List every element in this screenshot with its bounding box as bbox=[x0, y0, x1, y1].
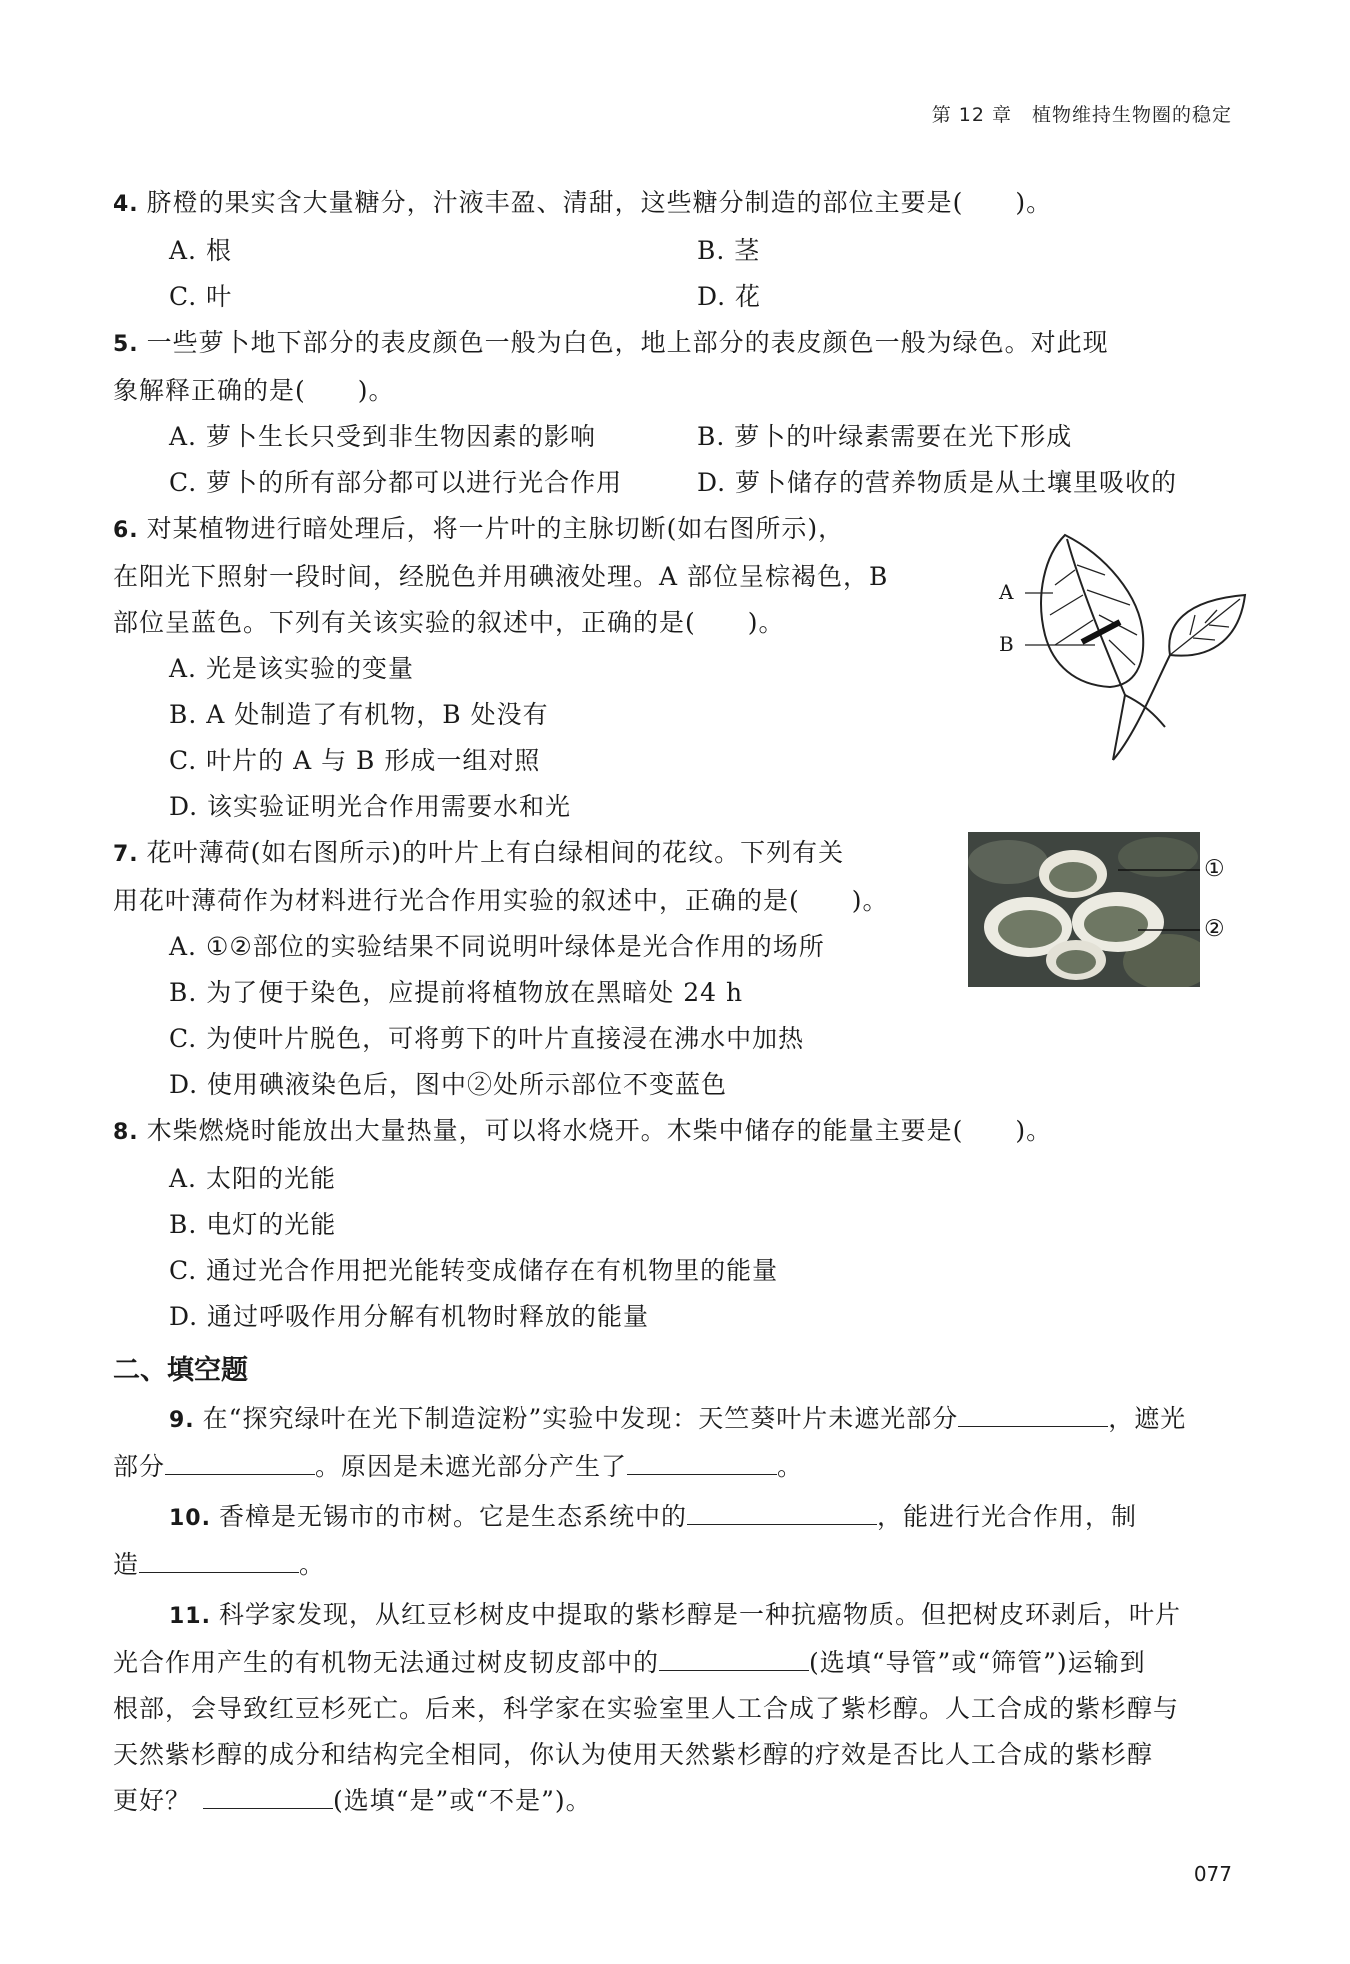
question-text: 光合作用产生的有机物无法通过树皮韧皮部中的 bbox=[113, 1648, 660, 1677]
background-leaf bbox=[968, 840, 1048, 884]
mint-photo-svg bbox=[968, 832, 1200, 987]
option-b: B. A 处制造了有机物，B 处没有 bbox=[169, 700, 549, 729]
question-8 bbox=[113, 1108, 1233, 1156]
option-c: C. 为使叶片脱色，可将剪下的叶片直接浸在沸水中加热 bbox=[169, 1024, 805, 1053]
question-stem: 一些萝卜地下部分的表皮颜色一般为白色，地上部分的表皮颜色一般为绿色。对此现 bbox=[146, 328, 1109, 357]
background-leaf bbox=[1118, 837, 1198, 877]
option-b: B. 电灯的光能 bbox=[169, 1210, 337, 1239]
question-stem: 花叶薄荷(如右图所示)的叶片上有白绿相间的花纹。下列有关 bbox=[146, 838, 845, 867]
answer-blank[interactable] bbox=[165, 1448, 315, 1475]
answer-blank[interactable] bbox=[139, 1546, 299, 1573]
options-row bbox=[113, 460, 1233, 506]
option-c: C. 叶片的 A 与 B 形成一组对照 bbox=[169, 746, 541, 775]
question-11-cont bbox=[113, 1778, 1233, 1824]
leaf-diagram-svg bbox=[995, 515, 1255, 765]
label-1: ① bbox=[1204, 856, 1225, 882]
question-number: 5. bbox=[113, 332, 139, 357]
page-content bbox=[113, 180, 1233, 1824]
option-a: A. 太阳的光能 bbox=[169, 1164, 336, 1193]
leaf-diagram bbox=[995, 515, 1255, 765]
option-c: C. 通过光合作用把光能转变成储存在有机物里的能量 bbox=[169, 1256, 779, 1285]
question-11-cont: 天然紫杉醇的成分和结构完全相同，你认为使用天然紫杉醇的疗效是否比人工合成的紫杉醇 bbox=[113, 1740, 1154, 1769]
answer-blank[interactable] bbox=[958, 1400, 1108, 1427]
question-11 bbox=[113, 1592, 1233, 1640]
option-c: C. 萝卜的所有部分都可以进行光合作用 bbox=[169, 468, 623, 497]
option-d: D. 花 bbox=[697, 282, 762, 311]
stem-branch bbox=[1113, 655, 1170, 760]
option-a: A. 根 bbox=[169, 236, 232, 265]
question-11-cont: 根部，会导致红豆杉死亡。后来，科学家在实验室里人工合成了紫杉醇。人工合成的紫杉醇与 bbox=[113, 1694, 1180, 1723]
question-text: 部分 bbox=[113, 1452, 166, 1481]
option-c: C. 叶 bbox=[169, 282, 233, 311]
question-text: ，能进行光合作用，制 bbox=[877, 1502, 1138, 1531]
question-text: (选填“是”或“不是”)。 bbox=[333, 1786, 592, 1815]
cut-mark bbox=[1082, 622, 1120, 642]
question-text: 。 bbox=[299, 1550, 326, 1579]
question-text: (选填“导管”或“筛管”)运输到 bbox=[809, 1648, 1146, 1677]
mint-leaf-center bbox=[998, 910, 1062, 948]
mint-leaf-center bbox=[1049, 862, 1097, 892]
question-5 bbox=[113, 320, 1233, 368]
mint-photo-figure bbox=[968, 832, 1238, 987]
mint-leaf-center bbox=[1056, 950, 1096, 974]
question-stem-cont: 在阳光下照射一段时间，经脱色并用碘液处理。A 部位呈棕褐色，B bbox=[113, 562, 889, 591]
question-text: 科学家发现，从红豆杉树皮中提取的紫杉醇是一种抗癌物质。但把树皮环剥后，叶片 bbox=[218, 1600, 1181, 1629]
options-row bbox=[113, 228, 1233, 274]
option-d: D. 该实验证明光合作用需要水和光 bbox=[169, 792, 572, 821]
option-d: D. 使用碘液染色后，图中②处所示部位不变蓝色 bbox=[169, 1070, 728, 1099]
question-number: 11. bbox=[169, 1604, 211, 1629]
question-text: 在“探究绿叶在光下制造淀粉”实验中发现：天竺葵叶片未遮光部分 bbox=[202, 1404, 959, 1433]
option-b: B. 萝卜的叶绿素需要在光下形成 bbox=[697, 422, 1073, 451]
question-4 bbox=[113, 180, 1233, 228]
question-number: 9. bbox=[169, 1408, 195, 1433]
question-text: 香樟是无锡市的市树。它是生态系统中的 bbox=[218, 1502, 687, 1531]
question-number: 4. bbox=[113, 192, 139, 217]
option-d: D. 通过呼吸作用分解有机物时释放的能量 bbox=[169, 1302, 650, 1331]
question-text: 更好？ bbox=[113, 1786, 192, 1815]
question-number: 8. bbox=[113, 1120, 139, 1145]
question-11-cont bbox=[113, 1640, 1233, 1686]
question-stem-cont: 部位呈蓝色。下列有关该实验的叙述中，正确的是( )。 bbox=[113, 608, 785, 637]
question-number: 10. bbox=[169, 1506, 211, 1531]
question-stem: 对某植物进行暗处理后，将一片叶的主脉切断(如右图所示)， bbox=[146, 514, 845, 543]
option-d: D. 萝卜储存的营养物质是从土壤里吸收的 bbox=[697, 468, 1178, 497]
question-number: 7. bbox=[113, 842, 139, 867]
answer-blank[interactable] bbox=[627, 1448, 777, 1475]
question-stem: 脐橙的果实含大量糖分，汁液丰盈、清甜，这些糖分制造的部位主要是( )。 bbox=[146, 188, 1053, 217]
label-2: ② bbox=[1204, 916, 1225, 942]
question-text: 。 bbox=[777, 1452, 804, 1481]
option-b: B. 为了便于染色，应提前将植物放在黑暗处 24 h bbox=[169, 978, 744, 1007]
question-text: 。原因是未遮光部分产生了 bbox=[315, 1452, 628, 1481]
answer-blank[interactable] bbox=[203, 1782, 333, 1809]
page-number: 077 bbox=[1193, 1862, 1232, 1886]
question-text: 造 bbox=[113, 1550, 140, 1579]
question-stem-cont: 用花叶薄荷作为材料进行光合作用实验的叙述中，正确的是( )。 bbox=[113, 886, 889, 915]
options-row bbox=[113, 414, 1233, 460]
mint-photo bbox=[968, 832, 1200, 987]
label-a: A bbox=[999, 580, 1014, 604]
question-number: 6. bbox=[113, 518, 139, 543]
answer-blank[interactable] bbox=[659, 1644, 809, 1671]
option-a: A. 光是该实验的变量 bbox=[169, 654, 414, 683]
question-9-cont bbox=[113, 1444, 1233, 1490]
options-row bbox=[113, 274, 1233, 320]
mint-leaf-center bbox=[1084, 906, 1148, 942]
question-text: ，遮光 bbox=[1108, 1404, 1187, 1433]
option-b: B. 茎 bbox=[697, 236, 761, 265]
chapter-header: 第 12 章 植物维持生物圈的稳定 bbox=[931, 104, 1232, 126]
question-10-cont bbox=[113, 1542, 1233, 1588]
stem bbox=[1125, 695, 1165, 727]
section-title: 二、填空题 bbox=[113, 1355, 248, 1386]
question-10 bbox=[113, 1494, 1233, 1542]
question-stem: 木柴燃烧时能放出大量热量，可以将水烧开。木柴中储存的能量主要是( )。 bbox=[146, 1116, 1053, 1145]
label-b: B bbox=[999, 632, 1014, 656]
option-a: A. ①②部位的实验结果不同说明叶绿体是光合作用的场所 bbox=[169, 932, 825, 961]
answer-blank[interactable] bbox=[687, 1498, 877, 1525]
second-leaf-veins bbox=[1170, 599, 1240, 655]
option-a: A. 萝卜生长只受到非生物因素的影响 bbox=[169, 422, 596, 451]
question-9 bbox=[113, 1396, 1233, 1444]
question-stem-cont: 象解释正确的是( )。 bbox=[113, 376, 395, 405]
